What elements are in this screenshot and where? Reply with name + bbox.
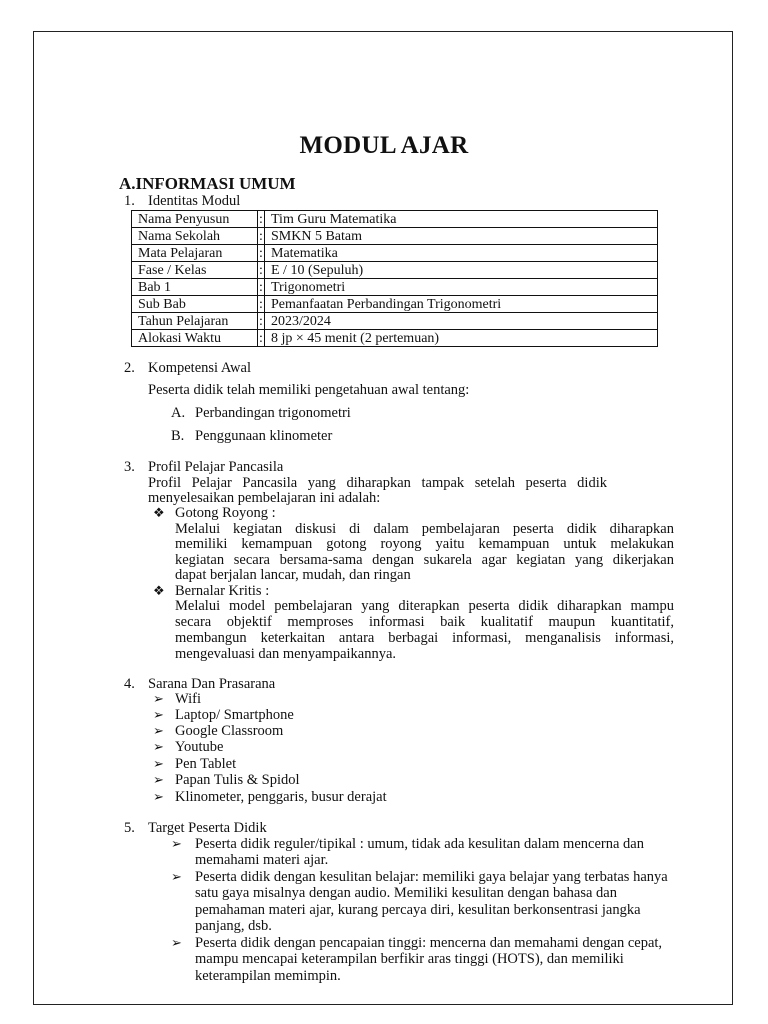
item-2-number: 2. xyxy=(124,360,135,376)
profil-item-line: membangun keterkaitan antara berbagai informasi, menganalisis informasi, xyxy=(175,630,674,646)
row-separator: : xyxy=(259,245,263,261)
table-row xyxy=(132,245,658,262)
target-item-line: satu gaya misalnya dengan audio. Memiliki kesulitan dengan bahasa dan xyxy=(195,885,617,901)
profil-item-title: Gotong Royong : xyxy=(175,505,276,521)
sarana-item: Youtube xyxy=(175,739,224,755)
arrow-bullet-icon: ➢ xyxy=(153,707,164,722)
row-label: Tahun Pelajaran xyxy=(132,313,258,330)
profil-item-line: secara objektif memproses informasi baik kualitatif maupun kuantitatif, xyxy=(175,614,674,630)
arrow-bullet-icon: ➢ xyxy=(153,756,164,771)
table-row xyxy=(132,313,658,330)
row-value: Pemanfaatan Perbandingan Trigonometri xyxy=(265,296,658,313)
profil-item-line: kegiatan secara bersama-sama dengan sukarela agar kegiatan yang dikerjakan xyxy=(175,552,674,568)
arrow-bullet-icon: ➢ xyxy=(171,869,182,884)
row-separator: : xyxy=(259,262,263,278)
table-row xyxy=(132,296,658,313)
row-label: Bab 1 xyxy=(132,279,258,296)
target-item-line: Peserta didik dengan pencapaian tinggi: mencerna dan memahami dengan cepat, xyxy=(195,935,663,951)
kompetensi-intro: Peserta didik telah memiliki pengetahuan awal tentang: xyxy=(148,382,470,398)
arrow-bullet-icon: ➢ xyxy=(171,836,182,851)
table-row xyxy=(132,330,658,347)
arrow-bullet-icon: ➢ xyxy=(153,772,164,787)
identitas-table xyxy=(131,210,658,347)
profil-item-line: memiliki kemampuan gotong royong yaitu kemampuan untuk melakukan xyxy=(175,536,674,552)
table-row xyxy=(132,228,658,245)
kompetensi-letter-b: B. xyxy=(171,428,185,444)
kompetensi-letter-a: A. xyxy=(171,405,186,421)
sarana-item: Pen Tablet xyxy=(175,756,237,772)
row-value: 2023/2024 xyxy=(265,313,658,330)
row-separator: : xyxy=(259,211,263,227)
item-3-number: 3. xyxy=(124,459,135,475)
sarana-item: Wifi xyxy=(175,691,201,707)
row-value: Trigonometri xyxy=(265,279,658,296)
row-separator: : xyxy=(259,279,263,295)
arrow-bullet-icon: ➢ xyxy=(153,723,164,738)
target-item-line: Peserta didik dengan kesulitan belajar: memiliki gaya belajar yang terbatas hanya xyxy=(195,869,668,885)
arrow-bullet-icon: ➢ xyxy=(153,789,164,804)
kompetensi-item-a: Perbandingan trigonometri xyxy=(195,405,351,421)
arrow-bullet-icon: ➢ xyxy=(171,935,182,950)
target-heading: Target Peserta Didik xyxy=(148,820,267,836)
row-value: SMKN 5 Batam xyxy=(265,228,658,245)
row-label: Nama Penyusun xyxy=(132,211,258,228)
target-item-line: Peserta didik reguler/tipikal : umum, tidak ada kesulitan dalam mencerna dan xyxy=(195,836,644,852)
section-a-heading: A.INFORMASI UMUM xyxy=(119,174,296,193)
sarana-item: Laptop/ Smartphone xyxy=(175,707,294,723)
target-item-line: mampu mencapai keterampilan berfikir aras tinggi (HOTS), dan memiliki xyxy=(195,951,624,967)
identitas-heading: Identitas Modul xyxy=(148,193,241,209)
table-row xyxy=(132,211,658,228)
arrow-bullet-icon: ➢ xyxy=(153,691,164,706)
row-value: E / 10 (Sepuluh) xyxy=(265,262,658,279)
row-separator: : xyxy=(259,228,263,244)
profil-intro-line: Profil Pelajar Pancasila yang diharapkan tampak setelah peserta didik xyxy=(148,475,607,491)
row-separator: : xyxy=(259,296,263,312)
sarana-item: Google Classroom xyxy=(175,723,284,739)
diamond-bullet-icon: ❖ xyxy=(153,583,165,598)
profil-item-line: mengevaluasi dan menyampaikannya. xyxy=(175,646,397,662)
table-row xyxy=(132,262,658,279)
row-separator: : xyxy=(259,313,263,329)
sarana-item: Klinometer, penggaris, busur derajat xyxy=(175,789,387,805)
table-row xyxy=(132,279,658,296)
target-item-line: keterampilan memimpin. xyxy=(195,968,341,984)
row-label: Mata Pelajaran xyxy=(132,245,258,262)
row-value: 8 jp × 45 menit (2 pertemuan) xyxy=(265,330,658,347)
arrow-bullet-icon: ➢ xyxy=(153,739,164,754)
diamond-bullet-icon: ❖ xyxy=(153,505,165,520)
profil-item-title: Bernalar Kritis : xyxy=(175,583,270,599)
item-5-number: 5. xyxy=(124,820,135,836)
item-4-number: 4. xyxy=(124,676,135,692)
profil-heading: Profil Pelajar Pancasila xyxy=(148,459,284,475)
profil-item-line: Melalui kegiatan diskusi di dalam pembelajaran peserta didik diharapkan xyxy=(175,521,674,537)
kompetensi-heading: Kompetensi Awal xyxy=(148,360,251,376)
profil-item-line: dapat berjalan lancar, mudah, dan ringan xyxy=(175,567,411,583)
row-label: Sub Bab xyxy=(132,296,258,313)
row-label: Fase / Kelas xyxy=(132,262,258,279)
target-item-line: pemahaman materi ajar, kurang percaya diri, kesulitan berkonsentrasi jangka xyxy=(195,902,641,918)
document-title: MODUL AJAR xyxy=(299,132,469,159)
item-1-number: 1. xyxy=(124,193,135,209)
row-label: Alokasi Waktu xyxy=(132,330,258,347)
profil-item-line: Melalui model pembelajaran yang diterapkan peserta didik diharapkan mampu xyxy=(175,598,674,614)
row-separator: : xyxy=(259,330,263,346)
sarana-item: Papan Tulis & Spidol xyxy=(175,772,300,788)
profil-intro-line: menyelesaikan pembelajaran ini adalah: xyxy=(148,490,381,506)
row-label: Nama Sekolah xyxy=(132,228,258,245)
target-item-line: memahami materi ajar. xyxy=(195,852,329,868)
sarana-heading: Sarana Dan Prasarana xyxy=(148,676,276,692)
target-item-line: panjang, dsb. xyxy=(195,918,272,934)
kompetensi-item-b: Penggunaan klinometer xyxy=(195,428,333,444)
row-value: Tim Guru Matematika xyxy=(265,211,658,228)
row-value: Matematika xyxy=(265,245,658,262)
